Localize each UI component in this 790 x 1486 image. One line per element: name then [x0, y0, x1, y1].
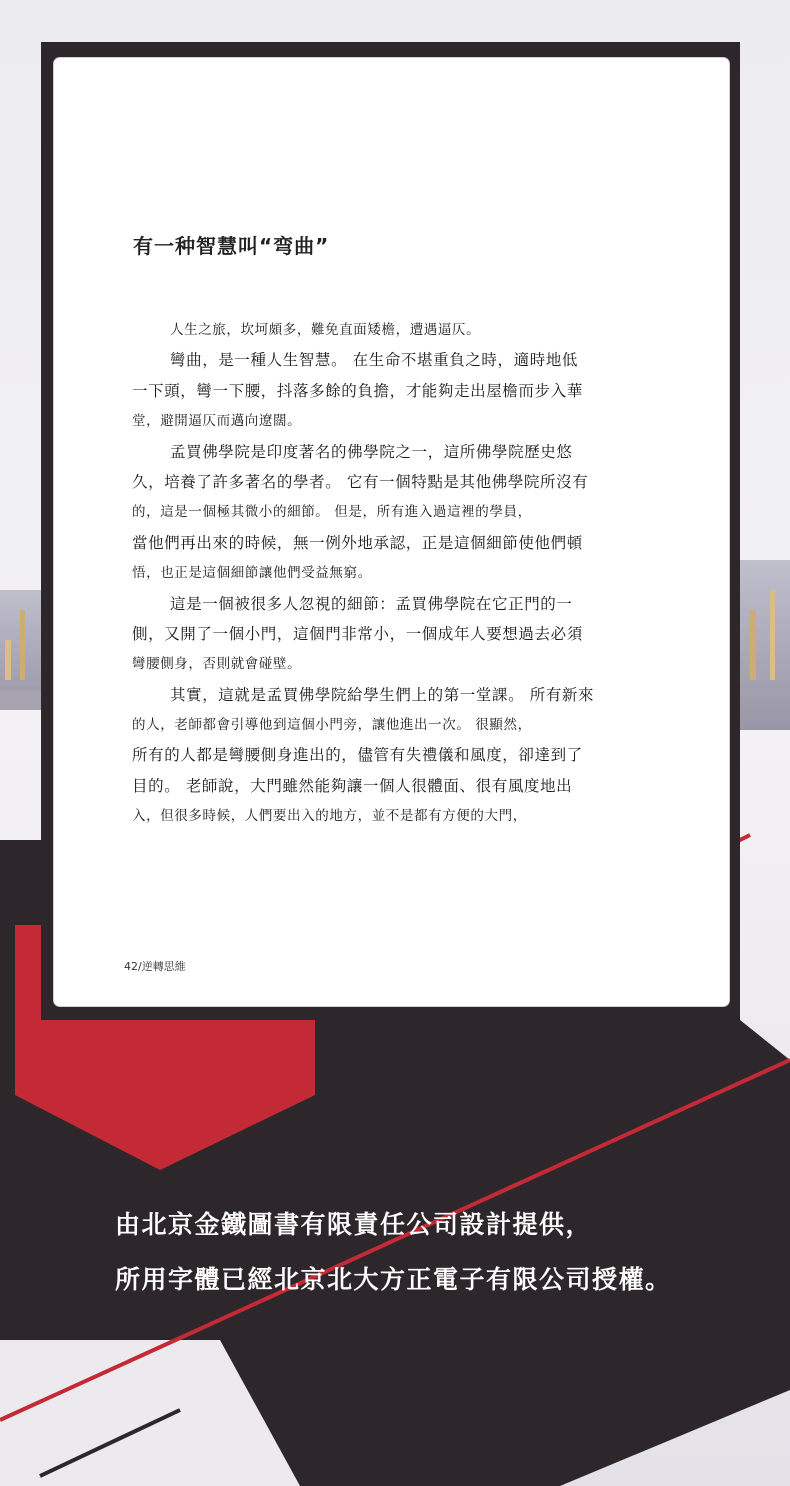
text-line: 彎腰側身，否則就會碰壁。: [132, 656, 302, 673]
caption-line-1: 由北京金鐵圖書有限責任公司設計提供，: [115, 1210, 593, 1239]
chapter-title: 有一种智慧叫“弯曲”: [133, 234, 330, 258]
text-line: 目的。 老師說，大門雖然能夠讓一個人很體面、很有風度地出: [132, 776, 573, 795]
text-line: 一下頭，彎一下腰，抖落多餘的負擔，才能夠走出屋檐而步入華: [132, 381, 583, 400]
text-line: 入，但很多時候，人們要出入的地方，並不是都有方便的大門，: [132, 808, 527, 825]
text-line: 孟買佛學院是印度著名的佛學院之一，這所佛學院歷史悠: [170, 442, 573, 461]
text-line: 彎曲，是一種人生智慧。 在生命不堪重負之時，適時地低: [170, 351, 579, 370]
text-line: 其實，這就是孟買佛學院給學生們上的第一堂課。 所有新來: [170, 685, 595, 704]
text-line: 側，又開了一個小門，這個門非常小，一個成年人要想過去必須: [132, 624, 583, 643]
caption-line-2: 所用字體已經北京北大方正電子有限公司授權。: [115, 1265, 672, 1294]
text-line: 悟，也正是這個細節讓他們受益無窮。: [132, 565, 372, 582]
city-skyline-right: [740, 560, 790, 730]
text-line: 的人，老師都會引導他到這個小門旁，讓他進出一次。 很顯然，: [132, 717, 532, 734]
text-line: 所有的人都是彎腰側身進出的，儘管有失禮儀和風度，卻達到了: [132, 746, 583, 765]
text-line: 當他們再出來的時候，無一例外地承認，正是這個細節使他們頓: [132, 533, 583, 552]
text-line: 的，這是一個極其微小的細節。 但是，所有進入過這裡的學員，: [132, 504, 532, 521]
text-line: 人生之旅，坎坷頗多，難免直面矮檐，遭遇逼仄。: [170, 322, 481, 338]
chapter-body: [132, 315, 642, 832]
book-page: [54, 58, 729, 1006]
text-line: 久，培養了許多著名的學者。 它有一個特點是其他佛學院所沒有: [132, 472, 589, 491]
page-footer: 42/逆轉思維: [124, 960, 186, 973]
text-line: 這是一個被很多人忽視的細節：孟買佛學院在它正門的一: [170, 594, 573, 613]
text-line: 堂，避開逼仄而邁向遼闊。: [132, 413, 302, 430]
